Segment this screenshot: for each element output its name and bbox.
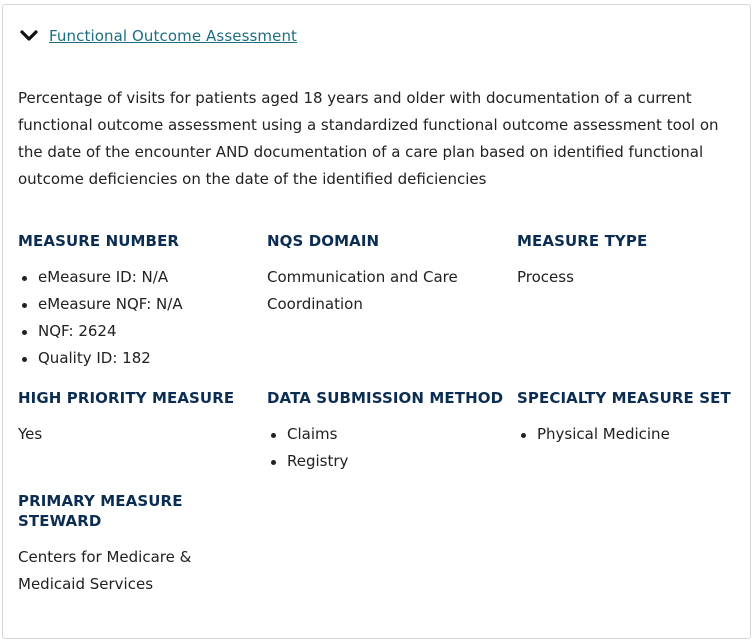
high-priority-value: Yes (18, 425, 43, 443)
specialty-set-label: SPECIALTY MEASURE SET (517, 389, 731, 407)
specialty-set-section (517, 388, 742, 448)
high-priority-label: HIGH PRIORITY MEASURE (18, 389, 235, 407)
list-item: NQF: 2624 (18, 318, 248, 345)
chevron-down-icon[interactable] (19, 25, 41, 47)
measure-number-section (18, 231, 248, 372)
list-item: eMeasure ID: N/A (18, 264, 248, 291)
measure-title-link[interactable]: Functional Outcome Assessment (49, 27, 298, 45)
measure-type-label: MEASURE TYPE (517, 232, 648, 250)
list-item: Quality ID: 182 (18, 345, 248, 372)
data-submission-section (267, 388, 507, 475)
measure-number-label: MEASURE NUMBER (18, 232, 180, 250)
high-priority-section (18, 388, 248, 448)
nqs-domain-label: NQS DOMAIN (267, 232, 380, 250)
measure-type-section (517, 231, 737, 291)
measure-number-list (18, 264, 248, 372)
primary-steward-value: Centers for Medicare & Medicaid Services (18, 548, 192, 593)
list-item: eMeasure NQF: N/A (18, 291, 248, 318)
list-item: Registry (267, 448, 507, 475)
accordion-header[interactable] (19, 25, 297, 47)
nqs-domain-value: Communication and Care Coordination (267, 268, 458, 313)
data-submission-label: DATA SUBMISSION METHOD (267, 389, 504, 407)
specialty-set-list (517, 421, 742, 448)
primary-steward-section (18, 491, 218, 598)
measure-description: Percentage of visits for patients aged 18 years and older with documentation of a current functional outcome assessment using a standardized functional outcome assessment tool on the date of the encounter AND documentation of a care plan based on identified functional outcome deficiencies on the date of the identified deficiencies (18, 89, 719, 188)
list-item: Physical Medicine (517, 421, 742, 448)
primary-steward-label: PRIMARY MEASURE STEWARD (18, 492, 183, 530)
measure-type-value: Process (517, 268, 574, 286)
data-submission-list (267, 421, 507, 475)
nqs-domain-section (267, 231, 487, 318)
measure-card (2, 4, 751, 639)
list-item: Claims (267, 421, 507, 448)
